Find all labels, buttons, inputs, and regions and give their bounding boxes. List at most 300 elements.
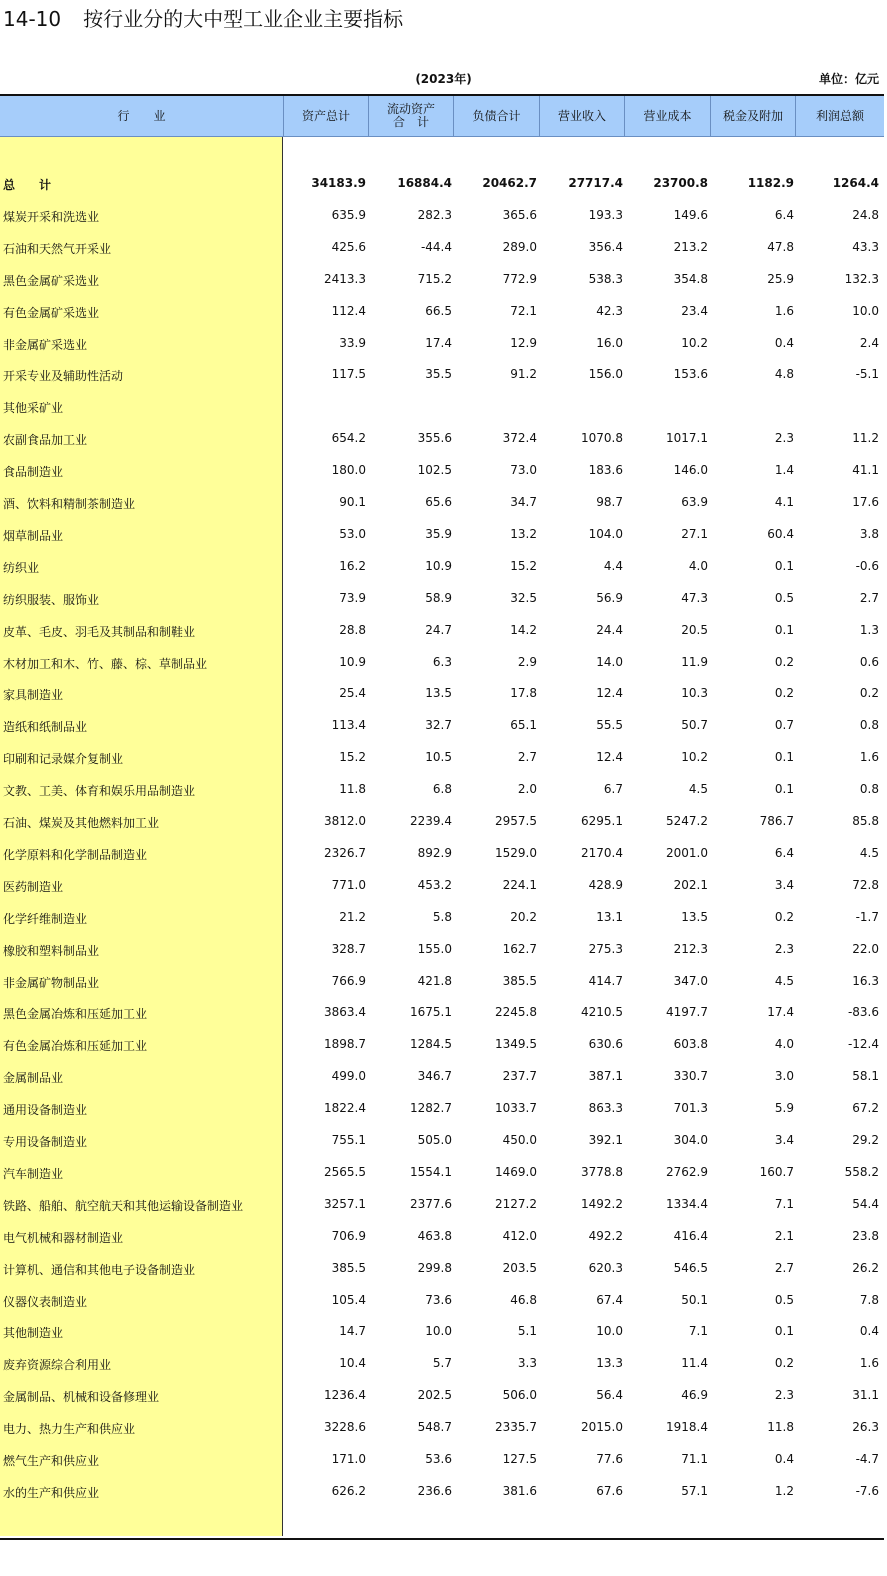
value-cell: 16.3 [852,973,879,988]
value-cell: 27717.4 [568,176,623,190]
value-cell: 4.5 [774,973,794,988]
table-row [0,1159,884,1191]
value-cell: 105.4 [331,1292,366,1307]
value-cell: 0.1 [774,782,794,797]
table-row [0,1191,884,1223]
value-cell: 6.4 [774,207,794,222]
industry-name: 计算机、通信和其他电子设备制造业 [3,1262,196,1277]
value-cell: 2413.3 [324,271,366,286]
value-cell: 10.9 [425,558,452,573]
industry-name: 总 计 [3,178,52,192]
value-cell: 55.5 [596,718,623,733]
value-cell: 385.5 [331,1260,366,1275]
value-cell: 13.5 [681,909,708,924]
industry-name: 废弃资源综合利用业 [3,1358,112,1373]
value-cell: 50.1 [681,1292,708,1307]
value-cell: 98.7 [596,495,623,509]
table-row [0,298,884,330]
value-cell: 46.8 [510,1292,537,1307]
industry-name: 黑色金属冶炼和压延加工业 [3,1007,148,1022]
page-title [3,4,403,34]
value-cell: 0.2 [774,654,794,669]
value-cell: 701.3 [673,1101,708,1116]
value-cell: 27.1 [681,526,708,541]
value-cell: 630.6 [588,1037,623,1052]
value-cell: 4.5 [688,782,708,797]
value-cell: 505.0 [417,1133,452,1147]
value-cell: 5247.2 [666,814,708,828]
value-cell: 372.4 [502,431,537,446]
year-label: (2023年) [415,72,472,86]
value-cell: 3.3 [517,1356,537,1371]
industry-name: 木材加工和木、竹、藤、棕、草制品业 [3,656,208,671]
value-cell: 2335.7 [495,1420,537,1435]
value-cell: 1918.4 [666,1420,708,1435]
value-cell: 237.7 [502,1069,537,1084]
industry-name: 化学纤维制造业 [3,911,88,926]
table-row [0,1223,884,1255]
value-cell: 706.9 [331,1228,366,1243]
value-cell: 13.5 [425,686,452,701]
industry-name: 黑色金属矿采选业 [3,273,100,288]
industry-name: 石油、煤炭及其他燃料加工业 [3,816,160,830]
value-cell: 1529.0 [495,845,537,860]
value-cell: 0.4 [859,1324,879,1339]
value-cell: 1.6 [774,303,794,318]
value-cell: 3228.6 [324,1420,366,1435]
industry-name: 其他制造业 [3,1326,64,1341]
value-cell: 47.3 [681,590,708,605]
value-cell: 786.7 [759,814,794,828]
value-cell: 47.8 [767,239,794,254]
value-cell: 155.0 [417,941,452,956]
value-cell: 3.0 [774,1069,794,1084]
value-cell: 0.2 [774,909,794,924]
value-cell: 0.2 [774,686,794,701]
value-cell: 2239.4 [410,814,452,828]
value-cell: 14.2 [510,622,537,637]
value-cell: 72.1 [510,303,537,318]
value-cell: 6.4 [774,845,794,860]
value-cell: 772.9 [502,271,537,286]
value-cell: 10.0 [596,1324,623,1339]
industry-name: 汽车制造业 [3,1166,64,1181]
value-cell: 5.7 [432,1356,452,1371]
table-row [0,1382,884,1414]
value-cell: 892.9 [417,845,452,860]
value-cell: 12.4 [596,750,623,765]
value-cell: 538.3 [588,271,623,286]
value-cell: 15.2 [510,558,537,573]
value-cell: 365.6 [502,207,537,222]
header-operating-cost: 营业成本 [625,96,711,136]
value-cell: 35.9 [425,526,452,541]
value-cell: 0.8 [859,718,879,733]
value-cell: 16.0 [596,335,623,350]
value-cell: 2.7 [859,590,879,605]
value-cell: 202.1 [673,877,708,892]
industry-name: 金属制品业 [3,1071,64,1086]
value-cell: 2957.5 [495,814,537,828]
value-cell: 499.0 [331,1069,366,1084]
value-cell: 2127.2 [495,1196,537,1211]
value-cell: 0.5 [774,590,794,605]
value-cell: 385.5 [502,973,537,988]
value-cell: 10.3 [681,686,708,701]
value-cell: 16884.4 [397,176,452,190]
value-cell: 5.8 [432,909,452,924]
value-cell: 635.9 [331,207,366,222]
value-cell: 0.8 [859,782,879,797]
value-cell: 13.2 [510,526,537,541]
value-cell: 77.6 [596,1452,623,1466]
value-cell: 2.7 [517,750,537,765]
value-cell: 2.9 [517,654,537,669]
industry-name: 有色金属冶炼和压延加工业 [3,1039,148,1054]
value-cell: 65.1 [510,718,537,733]
value-cell: 421.8 [417,973,452,988]
value-cell: 11.2 [852,431,879,446]
value-cell: 58.1 [852,1069,879,1084]
value-cell: 0.1 [774,558,794,573]
value-cell: 1.6 [859,750,879,765]
value-cell: 548.7 [417,1420,452,1435]
value-cell: 56.9 [596,590,623,605]
value-cell: 11.8 [767,1420,794,1435]
value-cell: 23700.8 [653,176,708,190]
value-cell: 6295.1 [581,814,623,828]
value-cell: 0.5 [774,1292,794,1307]
value-cell: 4210.5 [581,1005,623,1020]
value-cell: 21.2 [339,909,366,924]
value-cell: 381.6 [502,1483,537,1498]
table-row [0,234,884,266]
table-row [0,1414,884,1446]
value-cell: 0.1 [774,750,794,765]
value-cell: 24.4 [596,622,623,637]
value-cell: 10.9 [339,654,366,669]
value-cell: 26.3 [852,1420,879,1435]
table-row [0,968,884,1000]
industry-name: 纺织业 [3,560,40,575]
value-cell: 863.3 [588,1101,623,1116]
value-cell: 53.6 [425,1452,452,1466]
table-row [0,936,884,968]
value-cell: 17.6 [852,495,879,509]
value-cell: 149.6 [673,207,708,222]
value-cell: 180.0 [331,463,366,478]
value-cell: 162.7 [502,941,537,956]
industry-name: 电气机械和器材制造业 [3,1230,124,1245]
value-cell: 23.4 [681,303,708,318]
header-current-assets: 流动资产 合 计 [369,96,454,136]
value-cell: 46.9 [681,1388,708,1403]
value-cell: 2.1 [774,1228,794,1243]
value-cell: 57.1 [681,1483,708,1498]
value-cell: -4.7 [855,1452,879,1466]
value-cell: 53.0 [339,526,366,541]
value-cell: 766.9 [331,973,366,988]
value-cell: 1469.0 [495,1164,537,1179]
value-cell: 3812.0 [324,814,366,828]
value-cell: 1349.5 [495,1037,537,1052]
value-cell: 32.5 [510,590,537,605]
value-cell: 26.2 [852,1260,879,1275]
table-row [0,553,884,585]
value-cell: 224.1 [502,877,537,892]
value-cell: 156.0 [588,367,623,382]
value-cell: 3863.4 [324,1005,366,1020]
table-row [0,1446,884,1478]
value-cell: 1264.4 [832,176,879,190]
value-cell: 1.2 [774,1483,794,1498]
table-row [0,1031,884,1063]
value-cell: 414.7 [588,973,623,988]
table-row [0,744,884,776]
value-cell: 212.3 [673,941,708,956]
value-cell: 65.6 [425,495,452,509]
value-cell: 12.4 [596,686,623,701]
table-row [0,266,884,298]
value-cell: 14.0 [596,654,623,669]
value-cell: -0.6 [855,558,879,573]
value-cell: 387.1 [588,1069,623,1084]
value-cell: 160.7 [759,1164,794,1179]
table-row [0,1127,884,1159]
table-row [0,680,884,712]
industry-name: 专用设备制造业 [3,1135,88,1149]
industry-name: 食品制造业 [3,465,64,480]
table-row [0,1350,884,1382]
value-cell: 3257.1 [324,1196,366,1211]
industry-name: 印刷和记录媒介复制业 [3,752,124,767]
value-cell: 13.1 [596,909,623,924]
value-cell: 2565.5 [324,1164,366,1179]
table-row [0,489,884,521]
industry-name: 文教、工美、体育和娱乐用品制造业 [3,784,196,799]
value-cell: 146.0 [673,463,708,478]
value-cell: -5.1 [855,367,879,382]
table-row [0,904,884,936]
value-cell: 1284.5 [410,1037,452,1052]
value-cell: 1898.7 [324,1037,366,1052]
value-cell: 24.8 [852,207,879,222]
value-cell: 0.2 [774,1356,794,1371]
value-cell: 34.7 [510,495,537,509]
value-cell: 0.1 [774,622,794,637]
value-cell: 1554.1 [410,1164,452,1179]
table-number: 14-10 [3,7,62,31]
industry-name: 非金属矿采选业 [3,337,88,352]
table-row [0,425,884,457]
value-cell: 6.8 [432,782,452,797]
value-cell: 392.1 [588,1133,623,1147]
industry-name: 其他采矿业 [3,401,64,416]
value-cell: 10.4 [339,1356,366,1371]
industry-name: 水的生产和供应业 [3,1485,100,1500]
value-cell: 20.5 [681,622,708,637]
industry-name: 石油和天然气开采业 [3,241,112,256]
value-cell: 183.6 [588,463,623,478]
industry-name: 酒、饮料和精制茶制造业 [3,497,136,511]
value-cell: 1070.8 [581,431,623,446]
value-cell: 1.3 [859,622,879,637]
value-cell: 73.6 [425,1292,452,1307]
value-cell: 73.9 [339,590,366,605]
value-cell: 558.2 [844,1164,879,1179]
value-cell: 171.0 [331,1452,366,1466]
value-cell: 91.2 [510,367,537,382]
table-row [0,393,884,425]
value-cell: 1017.1 [666,431,708,446]
value-cell: 1334.4 [666,1196,708,1211]
value-cell: 2001.0 [666,845,708,860]
value-cell: 1182.9 [747,176,794,190]
value-cell: 104.0 [588,526,623,541]
value-cell: 3.4 [774,1133,794,1147]
data-table [0,94,884,1540]
value-cell: 117.5 [331,367,366,382]
value-cell: 2.4 [859,335,879,350]
industry-name: 铁路、船舶、航空航天和其他运输设备制造业 [3,1198,244,1213]
value-cell: 355.6 [417,431,452,446]
value-cell: 132.3 [844,271,879,286]
table-row [0,330,884,362]
value-cell: 1236.4 [324,1388,366,1403]
value-cell: 304.0 [673,1133,708,1147]
table-row [0,361,884,393]
value-cell: 2.7 [774,1260,794,1275]
industry-name: 开采专业及辅助性活动 [3,369,124,384]
value-cell: 71.1 [681,1452,708,1466]
value-cell: 7.1 [774,1196,794,1211]
value-cell: 428.9 [588,877,623,892]
value-cell: 412.0 [502,1228,537,1243]
value-cell: 10.5 [425,750,452,765]
value-cell: 2377.6 [410,1196,452,1211]
value-cell: 0.4 [774,1452,794,1466]
value-cell: 354.8 [673,271,708,286]
value-cell: 4197.7 [666,1005,708,1020]
value-cell: 463.8 [417,1228,452,1243]
table-row-total [0,170,884,202]
industry-name: 农副食品加工业 [3,433,88,448]
value-cell: 213.2 [673,239,708,254]
value-cell: 7.1 [688,1324,708,1339]
value-cell: 63.9 [681,495,708,509]
value-cell: 23.8 [852,1228,879,1243]
value-cell: 715.2 [417,271,452,286]
value-cell: 2.3 [774,941,794,956]
value-cell: 29.2 [852,1133,879,1147]
table-row [0,649,884,681]
table-row [0,840,884,872]
value-cell: 546.5 [673,1260,708,1275]
header-taxes-surcharges: 税金及附加 [711,96,796,136]
value-cell: 0.7 [774,718,794,733]
value-cell: 112.4 [331,303,366,318]
table-row [0,202,884,234]
value-cell: 90.1 [339,495,366,509]
table-row [0,999,884,1031]
value-cell: 56.4 [596,1388,623,1403]
value-cell: 58.9 [425,590,452,605]
value-cell: 275.3 [588,941,623,956]
table-row [0,872,884,904]
value-cell: 0.2 [859,686,879,701]
industry-name: 通用设备制造业 [3,1103,88,1118]
table-row [0,1255,884,1287]
table-row [0,617,884,649]
table-row [0,1287,884,1319]
value-cell: -83.6 [847,1005,879,1020]
value-cell: 102.5 [417,463,452,478]
value-cell: 4.8 [774,367,794,382]
value-cell: 25.4 [339,686,366,701]
industry-name: 造纸和纸制品业 [3,720,88,735]
industry-name: 纺织服装、服饰业 [3,592,100,607]
value-cell: 5.9 [774,1101,794,1116]
value-cell: 4.0 [688,558,708,573]
value-cell: 2.3 [774,1388,794,1403]
value-cell: 7.8 [859,1292,879,1307]
header-total-assets: 资产总计 [284,96,369,136]
value-cell: 603.8 [673,1037,708,1052]
industry-name: 橡胶和塑料制品业 [3,943,100,958]
value-cell: 193.3 [588,207,623,222]
value-cell: 4.4 [603,558,623,573]
value-cell: 34183.9 [311,176,366,190]
value-cell: 35.5 [425,367,452,382]
value-cell: 10.0 [425,1324,452,1339]
value-cell: 4.5 [859,845,879,860]
value-cell: 1.6 [859,1356,879,1371]
value-cell: 3.8 [859,526,879,541]
value-cell: 50.7 [681,718,708,733]
value-cell: 113.4 [331,718,366,733]
value-cell: 67.4 [596,1292,623,1307]
value-cell: 450.0 [502,1133,537,1147]
value-cell: 453.2 [417,877,452,892]
value-cell: 282.3 [417,207,452,222]
value-cell: 3.4 [774,877,794,892]
value-cell: 1675.1 [410,1005,452,1020]
table-row [0,808,884,840]
table-row [0,776,884,808]
value-cell: 1822.4 [324,1101,366,1116]
industry-name: 医药制造业 [3,879,64,894]
value-cell: 626.2 [331,1483,366,1498]
industry-name: 家具制造业 [3,688,64,703]
value-cell: 28.8 [339,622,366,637]
value-cell: 17.8 [510,686,537,701]
value-cell: 3778.8 [581,1164,623,1179]
value-cell: 11.4 [681,1356,708,1371]
value-cell: 6.7 [603,782,623,797]
value-cell: 12.9 [510,335,537,350]
value-cell: 203.5 [502,1260,537,1275]
value-cell: 2245.8 [495,1005,537,1020]
value-cell: 4.1 [774,495,794,509]
industry-name: 燃气生产和供应业 [3,1454,100,1468]
industry-name: 化学原料和化学制品制造业 [3,847,148,862]
header-operating-revenue: 营业收入 [540,96,625,136]
value-cell: 2015.0 [581,1420,623,1435]
value-cell: -44.4 [420,239,452,254]
industry-name: 非金属矿物制品业 [3,975,100,990]
value-cell: 10.0 [852,303,879,318]
value-cell: 22.0 [852,941,879,956]
